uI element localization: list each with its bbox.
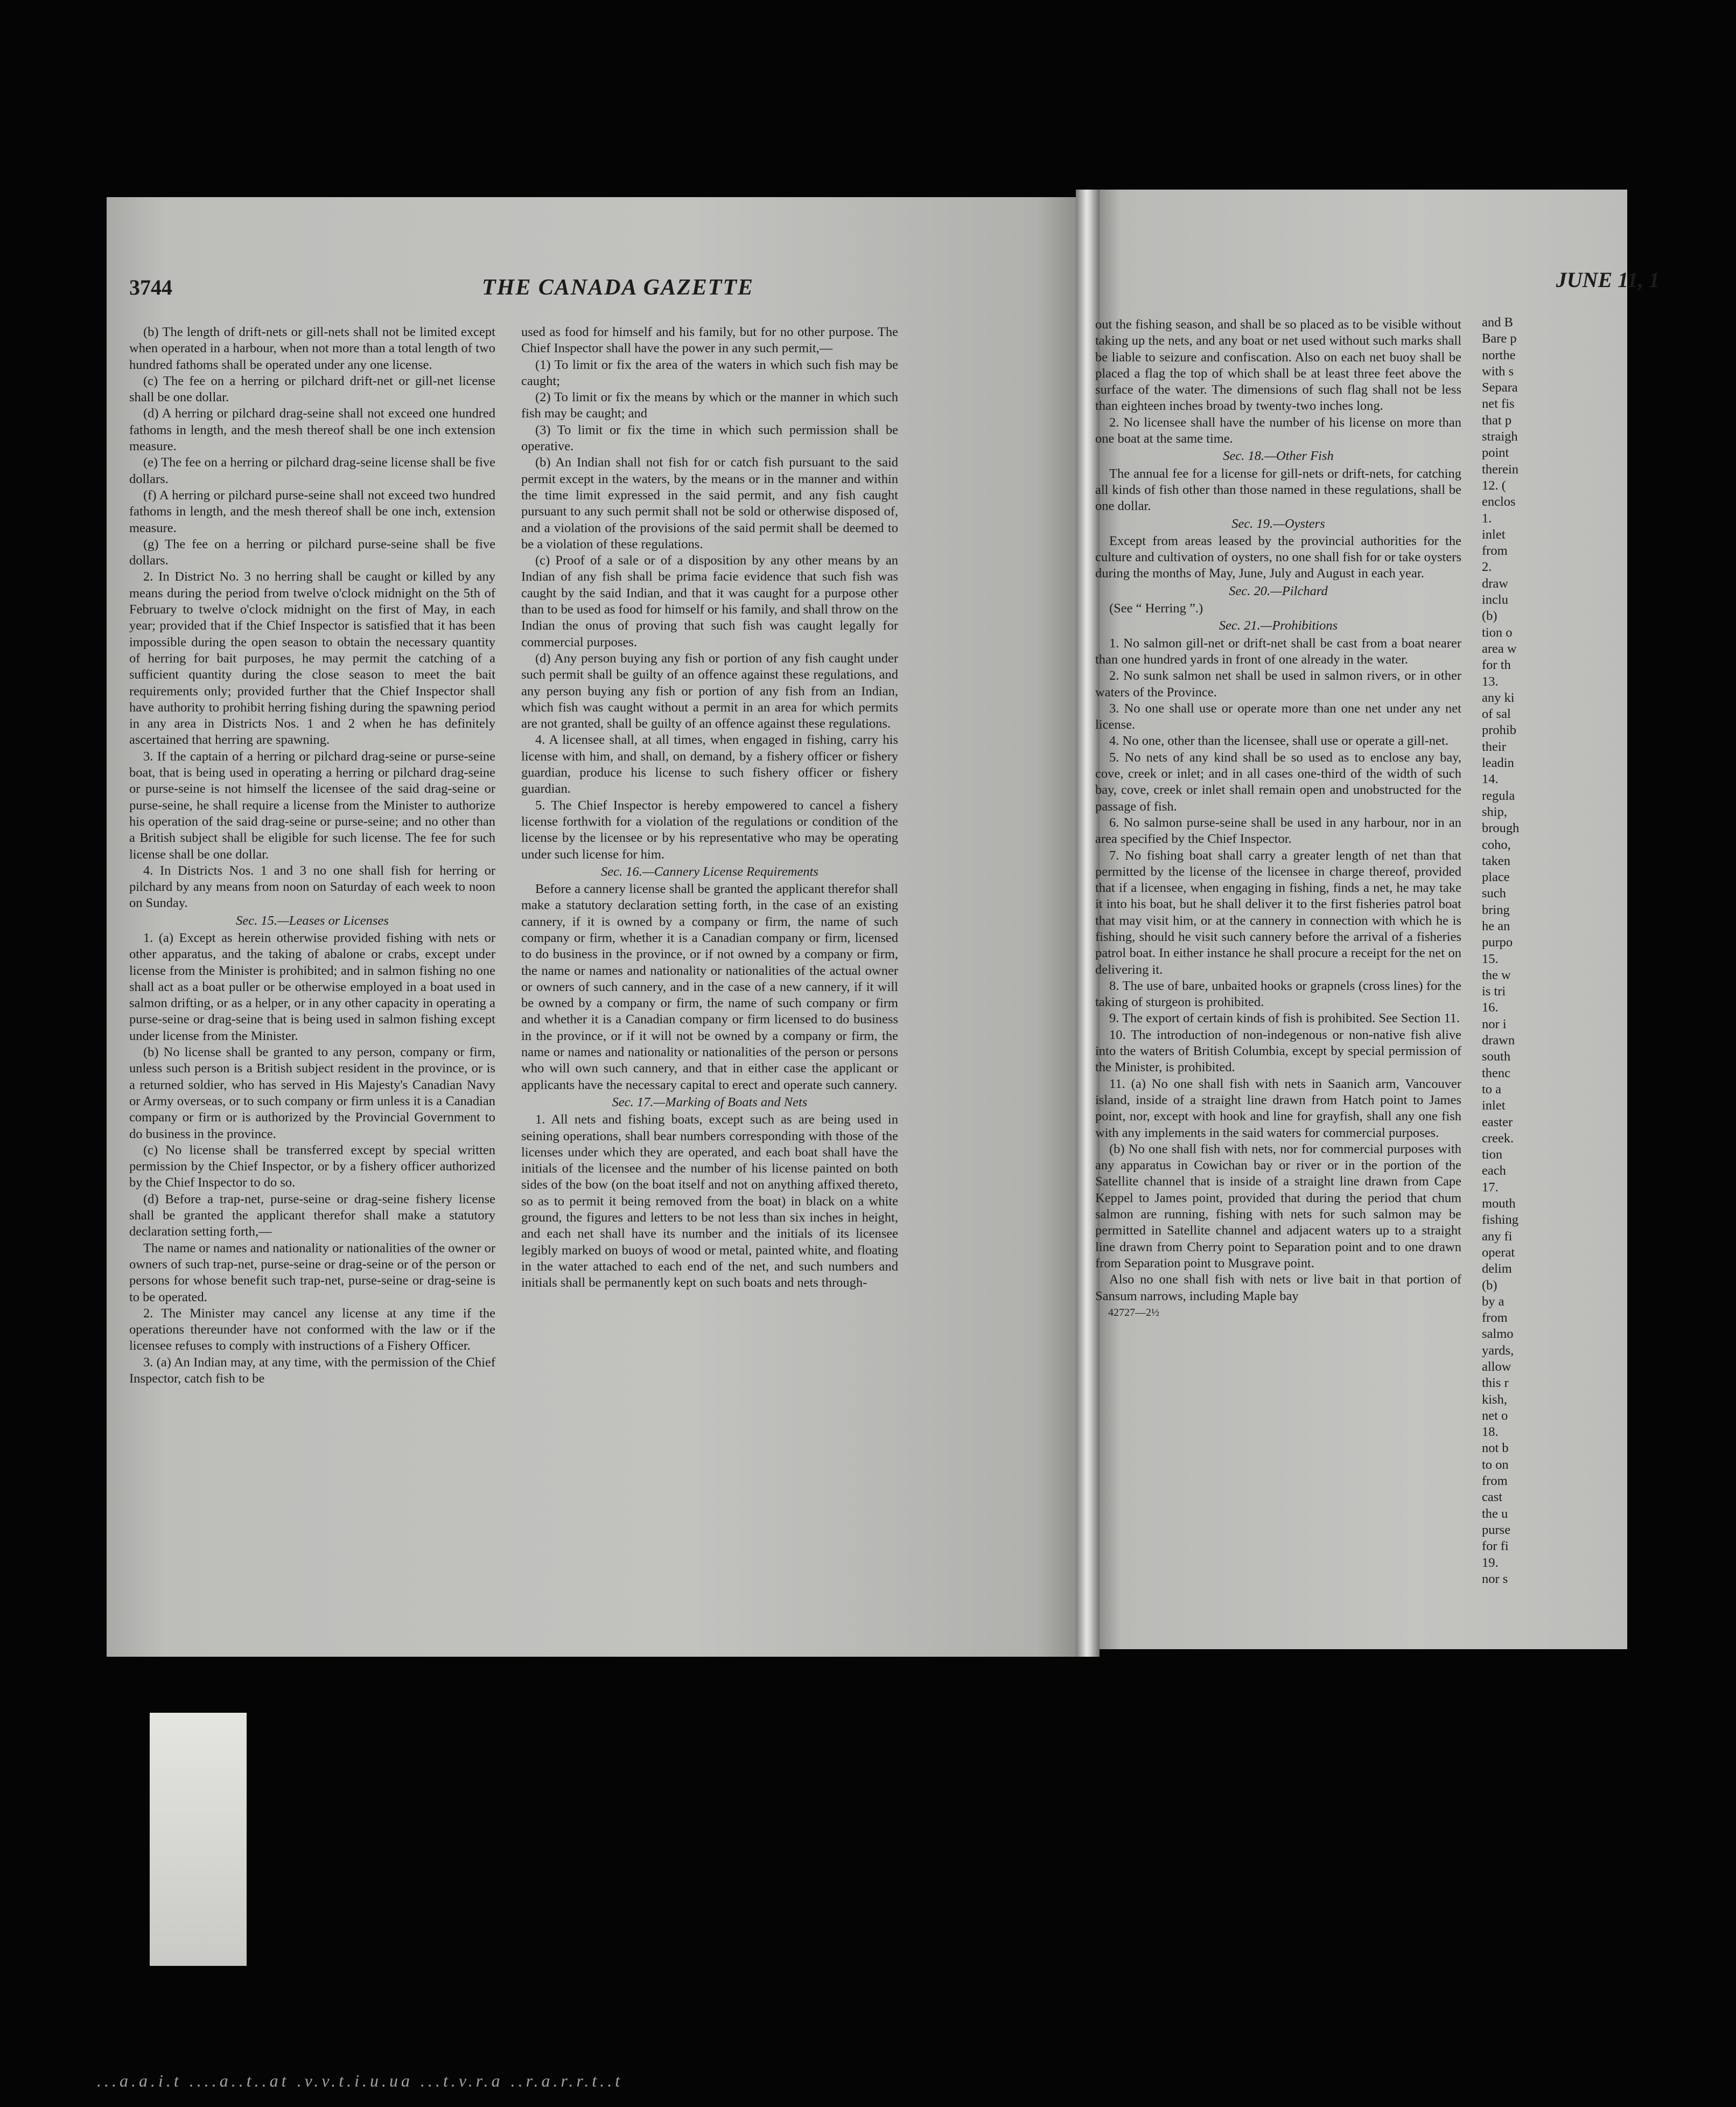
edge-fragment: cast <box>1482 1490 1503 1505</box>
paragraph: 4. In Districts Nos. 1 and 3 no one shall fish for herring or pilchard by any means from noon on Saturday of each week to noon on Sunday. <box>129 863 495 911</box>
edge-fragment: regula <box>1482 788 1515 803</box>
film-slip <box>150 1713 247 1966</box>
paragraph: (c) The fee on a herring or pilchard drift-net or gill-net license shall be one dollar. <box>129 373 495 405</box>
paragraph: (b) The length of drift-nets or gill-nets shall not be limited except when operated in a harbour, when not more than a total length of two hundred fathoms shall be operated under any one license. <box>129 325 495 372</box>
edge-fragment: net o <box>1482 1408 1508 1423</box>
paragraph: 2. No licensee shall have the number of his license on more than one boat at the same time. <box>1095 415 1461 446</box>
edge-fragment: yards, <box>1482 1343 1514 1358</box>
paragraph: (f) A herring or pilchard purse-seine shall not exceed two hundred fathoms in length, and the mesh thereof shall be one inch, extension measure. <box>129 487 495 535</box>
edge-fragment: taken <box>1482 853 1511 868</box>
section-heading: Sec. 16.—Cannery License Requirements <box>601 864 818 879</box>
edge-fragment: and B <box>1482 315 1513 330</box>
edge-fragment: purpo <box>1482 935 1513 950</box>
edge-fragment: area w <box>1482 641 1517 656</box>
paragraph: 4. No one, other than the licensee, shall use or operate a gill-net. <box>1109 734 1448 749</box>
paragraph: 1. No salmon gill-net or drift-net shall be cast from a boat nearer than one hundred yards in front of one already in the water. <box>1095 636 1461 667</box>
column-2 <box>521 324 898 1292</box>
edge-fragment: 15. <box>1482 951 1499 966</box>
edge-fragment: Separa <box>1482 380 1518 395</box>
paragraph: (1) To limit or fix the area of the waters in which such fish may be caught; <box>521 357 898 388</box>
edge-fragment: tion <box>1482 1147 1503 1162</box>
edge-fragment: 13. <box>1482 674 1499 689</box>
column-1 <box>129 324 495 1387</box>
header-date: JUNE 11, 1 <box>1556 268 1660 292</box>
paragraph: 3. If the captain of a herring or pilchard drag-seine or purse-seine boat, that is being used in operating a herring or pilchard drag-seine or purse-seine is not himself the licensee of the said drag-seine or purse-seine, he shall require a license from the Minister to authorize his operation of the said drag-seine or purse-seine; and no other than a British subject shall be eligible for such license. The fee for such license shall be one dollar. <box>129 749 495 862</box>
page-number: 3744 <box>129 275 172 299</box>
paragraph: 6. No salmon purse-seine shall be used in any harbour, nor in an area specified by the Chief Inspector. <box>1095 815 1461 847</box>
edge-fragment: net fis <box>1482 396 1515 411</box>
edge-fragment: that p <box>1482 413 1512 428</box>
paragraph: (d) Any person buying any fish or portion of any fish caught under such permit shall be guilty of an offence against these regulations, and any person buying any fish or portion of any fish from an Indian, which fish was caught without a permit in an area for which permits are not granted, shall be guilty of an offence against these regulations. <box>521 651 898 731</box>
edge-fragment: inlet <box>1482 1098 1506 1113</box>
paragraph: The name or names and nationality or nationalities of the owner or owners of such trap-net, purse-seine or drag-seine or of the person or persons for whose benefit such trap-net, purse-seine or drag-seine is to be operated. <box>129 1240 495 1304</box>
paragraph: 4. A licensee shall, at all times, when engaged in fishing, carry his license with him, and shall, on demand, by a fishery officer or fishery guardian, produce his license to such fishery officer or fishery guardian. <box>521 732 898 797</box>
edge-fragment: 18. <box>1482 1425 1499 1440</box>
edge-fragment: of sal <box>1482 707 1511 722</box>
edge-fragment: prohib <box>1482 723 1516 738</box>
edge-fragment: any ki <box>1482 690 1515 705</box>
edge-fragment: by a <box>1482 1294 1504 1309</box>
edge-fragment: coho, <box>1482 837 1511 852</box>
paragraph: (b) No license shall be granted to any person, company or firm, unless such person is a British subject resident in the province, or is a returned soldier, who has served in His Majesty's Canadian Navy or Army overseas, or to such company or firm unless it is a Canadian company or firm or is authorized by the Provincial Government to do business in the province. <box>129 1045 495 1141</box>
edge-fragment: 1. <box>1482 511 1492 526</box>
paragraph: 2. No sunk salmon net shall be used in salmon rivers, or in other waters of the Province. <box>1095 668 1461 700</box>
paragraph: (e) The fee on a herring or pilchard drag-seine license shall be five dollars. <box>129 455 495 486</box>
edge-fragment: with s <box>1482 364 1514 379</box>
edge-fragment: point <box>1482 445 1509 461</box>
edge-fragment: 12. ( <box>1482 478 1506 493</box>
paragraph: 5. The Chief Inspector is hereby empowered to cancel a fishery license forthwith for a violation of the regulations or condition of the license by the licensee or by his representative who may be operating under such license for him. <box>521 798 898 862</box>
edge-fragment: enclos <box>1482 494 1516 510</box>
edge-fragment: straigh <box>1482 429 1518 444</box>
edge-fragment: for fi <box>1482 1539 1509 1554</box>
edge-fragment: leadin <box>1482 756 1514 771</box>
paragraph: (See “ Herring ”.) <box>1109 601 1203 616</box>
edge-fragment: thenc <box>1482 1065 1511 1080</box>
edge-fragment: Bare p <box>1482 331 1517 346</box>
edge-fragment: their <box>1482 739 1506 754</box>
edge-fragment: purse <box>1482 1522 1511 1537</box>
edge-fragment: drawn <box>1482 1033 1515 1048</box>
edge-fragment: to on <box>1482 1457 1509 1472</box>
edge-fragment: from <box>1482 1474 1508 1489</box>
edge-fragment: the w <box>1482 967 1511 982</box>
edge-fragment: nor i <box>1482 1016 1507 1031</box>
paragraph: 1. (a) Except as herein otherwise provided fishing with nets or other apparatus, and the taking of abalone or crabs, except under license from the Minister is prohibited; and in salmon fishing no one shall act as a boat puller or be otherwise employed in a boat used in salmon drifting, or as a helper, or in any other capacity in operating a purse-seine or drag-seine that is being used in salmon fishing except under license from the Minister. <box>129 930 495 1043</box>
edge-fragment: such <box>1482 886 1506 901</box>
left-page <box>107 197 1076 1657</box>
paragraph: 1. All nets and fishing boats, except such as are being used in seining operations, shall bear numbers corresponding with those of the licenses under which they are operated, and each boat shall have the initials of the licensee and the number of his license painted on both sides of the bow (on the boat itself and not on anything affixed thereto, so as to permit it being removed from the boat) in black on a white ground, the figures and letters to be not less than six inches in height, and each net shall have its number and the initials of its licensee legibly marked on buoys of wood or metal, painted white, and floating in the water attached to each end of the net, and such numbers and initials shall be permanently kept on such boats and nets through- <box>521 1112 898 1290</box>
edge-fragment: 14. <box>1482 772 1499 787</box>
paragraph: (c) Proof of a sale or of a disposition by any other means by an Indian of any fish shall be prima facie evidence that such fish was caught by the said Indian, and that it was caught for a purpose other than to be used as food for himself or his family, and shall throw on the Indian the onus of proving that such fish was caught legally for commercial purposes. <box>521 553 898 650</box>
paragraph: 10. The introduction of non-indegenous or non-native fish alive into the waters of British Columbia, except by special permission of the Minister, is prohibited. <box>1095 1027 1461 1075</box>
edge-fragment: delim <box>1482 1261 1512 1276</box>
page-header <box>129 275 1066 312</box>
section-heading: Sec. 17.—Marking of Boats and Nets <box>612 1094 808 1110</box>
edge-fragment: south <box>1482 1049 1511 1064</box>
paragraph: 3. No one shall use or operate more than one net under any net license. <box>1095 701 1461 732</box>
film-edge-text: ...a.a.i.t ....a..t..at .v.v.t.i.u.ua ...t.v.r.a ..r.a.r.r.t..t <box>97 2071 624 2090</box>
paragraph: 2. The Minister may cancel any license at any time if the operations thereunder have not conformed with the law or if the licensee refuses to comply with instructions of a Fishery Officer. <box>129 1306 495 1353</box>
edge-fragment: the u <box>1482 1506 1508 1521</box>
paragraph: 5. No nets of any kind shall be so used as to enclose any bay, cove, creek or inlet; and in all cases one-third of the width of such bay, cove, creek or inlet shall remain open and unobstructed for the passage of fish. <box>1095 750 1461 814</box>
edge-fragment: from <box>1482 1310 1508 1325</box>
section-heading: Sec. 19.—Oysters <box>1231 516 1325 531</box>
edge-fragment: tion o <box>1482 625 1513 640</box>
edge-fragment: creek. <box>1482 1131 1514 1146</box>
section-heading: Sec. 18.—Other Fish <box>1223 449 1334 464</box>
section-heading: Sec. 21.—Prohibitions <box>1219 618 1338 633</box>
edge-fragment: to a <box>1482 1082 1502 1097</box>
edge-fragment: place <box>1482 870 1510 885</box>
edge-fragment: any fi <box>1482 1229 1513 1244</box>
edge-fragment: for th <box>1482 658 1511 673</box>
edge-fragment: not b <box>1482 1441 1509 1456</box>
right-edge-fragments <box>1482 315 1643 1587</box>
paragraph: (g) The fee on a herring or pilchard purse-seine shall be five dollars. <box>129 536 495 568</box>
paragraph: (d) Before a trap-net, purse-seine or drag-seine fishery license shall be granted the applicant therefor shall make a statutory declaration setting forth,— <box>129 1191 495 1239</box>
edge-fragment: northe <box>1482 347 1516 362</box>
edge-fragment: inclu <box>1482 592 1508 608</box>
edge-fragment: easter <box>1482 1114 1513 1129</box>
edge-fragment: kish, <box>1482 1392 1507 1407</box>
section-heading: Sec. 20.—Pilchard <box>1229 583 1328 598</box>
edge-fragment: therein <box>1482 462 1519 477</box>
paragraph: 11. (a) No one shall fish with nets in Saanich arm, Vancouver island, inside of a straight line drawn from Hatch point to James point, nor, except with hook and line for grayfish, shall any one fish with any implements in the said waters for commercial purposes. <box>1095 1076 1461 1140</box>
paragraph: out the fishing season, and shall be so placed as to be visible without taking up the nets, and any boat or net used without such marks shall be liable to seizure and confiscation. Also on each net buoy shall be placed a flag the top of which shall be at least three feet above the surface of the water. The dimensions of such flag shall not be less than eighteen inches broad by twenty-two inches long. <box>1095 317 1461 414</box>
paragraph: (d) A herring or pilchard drag-seine shall not exceed one hundred fathoms in length, and the mesh thereof shall be one inch extension measure. <box>129 406 495 454</box>
edge-fragment: brough <box>1482 821 1520 836</box>
edge-fragment: 19. <box>1482 1555 1499 1570</box>
page-title: THE CANADA GAZETTE <box>482 275 754 300</box>
edge-fragment: he an <box>1482 918 1510 933</box>
edge-fragment: from <box>1482 543 1508 559</box>
edge-fragment: mouth <box>1482 1196 1516 1211</box>
paragraph: 8. The use of bare, unbaited hooks or grapnels (cross lines) for the taking of sturgeon is prohibited. <box>1095 978 1461 1010</box>
section-heading: Sec. 15.—Leases or Licenses <box>236 913 389 928</box>
paragraph: (3) To limit or fix the time in which such permission shall be operative. <box>521 422 898 454</box>
paragraph: Before a cannery license shall be granted the applicant therefor shall make a statutory declaration setting forth, in the case of an existing cannery, if it is owned by a company or firm, the name of such company or firm, whether it is a Canadian company or firm, licensed to do business in the province, or if not owned by a company or firm, the name or names and nationality or nationalities of the actual owner or owners of such cannery, and in the case of a new cannery, if it will be owned by a company or firm, the name of such company or firm and whether it is a Canadian company or firm licensed to do business in the province, or if it will not be owned by a company or firm, the name or names and nationality or nationalities of the person or persons who will own such cannery, and that in either case the applicant or applicants have the necessary capital to erect and operate such cannery. <box>521 882 898 1092</box>
edge-fragment: draw <box>1482 576 1508 591</box>
edge-fragment: fishing <box>1482 1212 1519 1227</box>
edge-fragment: inlet <box>1482 527 1506 542</box>
edge-fragment: bring <box>1482 902 1510 917</box>
print-code: 42727—2½ <box>1108 1306 1159 1318</box>
paragraph: Also no one shall fish with nets or live bait in that portion of Sansum narrows, including Maple bay <box>1095 1272 1461 1303</box>
edge-fragment: 17. <box>1482 1180 1499 1195</box>
edge-fragment: (b) <box>1482 1278 1497 1293</box>
paragraph: 2. In District No. 3 no herring shall be caught or killed by any means during the period from twelve o'clock midnight on the 5th of February to twelve o'clock midnight on the first of May, in each year; provided that if the Chief Inspector is satisfied that it has been impossible during the open season to obtain the necessary quantity of herring for bait purposes, he may permit the catching of a sufficient quantity during the close season to meet the bait requirements only; provided further that the Chief Inspector shall have authority to prohibit herring fishing during the spawning period in any area in Districts Nos. 1 and 2 when he has definitely ascertained that herring are spawning. <box>129 569 495 748</box>
edge-fragment: allow <box>1482 1359 1511 1374</box>
edge-fragment: this r <box>1482 1376 1509 1391</box>
edge-fragment: ship, <box>1482 804 1507 819</box>
paragraph: Except from areas leased by the provincial authorities for the culture and cultivation of oysters, no one shall fish for or take oysters during the months of May, June, July and August in each year. <box>1095 533 1461 581</box>
paragraph: (b) No one shall fish with nets, nor for commercial purposes with any apparatus in Cowichan bay or river or in the portion of the Satellite channel that is inside of a straight line drawn from Cape Keppel to James point, provided that during the period that chum salmon are running, fishing with nets for such salmon may be permitted in Satellite channel and adjacent waters up to a straight line drawn from Cherry point to Separation point and to one drawn from Separation point to Musgrave point. <box>1095 1141 1461 1271</box>
paragraph: (c) No license shall be transferred except by special written permission by the Chief Inspector, or by a fishery officer authorized by the Chief Inspector to do so. <box>129 1142 495 1190</box>
edge-fragment: is tri <box>1482 984 1506 999</box>
paragraph: used as food for himself and his family, but for no other purpose. The Chief Inspector shall have the power in any such permit,— <box>521 325 898 356</box>
edge-fragment: salmo <box>1482 1327 1514 1342</box>
edge-fragment: 2. <box>1482 560 1492 575</box>
edge-fragment: (b) <box>1482 609 1497 624</box>
right-page <box>1095 190 1660 1649</box>
edge-fragment: each <box>1482 1163 1506 1178</box>
paragraph: 7. No fishing boat shall carry a greater length of net than that permitted by the license of the licensee in charge thereof, provided that if a licensee, when engaging in fishing, finds a net, he may take it into his boat, but he shall deliver it to the first fisheries patrol boat that may visit him, or at the cannery in connection with which he is fishing, should he visit such cannery before the arrival of a fisheries patrol boat. In either instance he shall procure a receipt for the net on delivering it. <box>1095 848 1461 977</box>
edge-fragment: operat <box>1482 1245 1515 1260</box>
paragraph: (2) To limit or fix the means by which or the manner in which such fish may be caught; and <box>521 390 898 421</box>
paragraph: (b) An Indian shall not fish for or catch fish pursuant to the said permit except in the waters, by the means or in the manner and within the time limit expressed in the said permit, and any fish caught pursuant to any such permit shall not be sold or otherwise disposed of, and a violation of the provisions of the said permit shall be deemed to be a violation of these regulations. <box>521 455 898 552</box>
paragraph: 3. (a) An Indian may, at any time, with the permission of the Chief Inspector, catch fish to be <box>129 1355 495 1386</box>
column-3 <box>1095 317 1461 1321</box>
edge-fragment: nor s <box>1482 1571 1508 1586</box>
paragraph: The annual fee for a license for gill-nets or drift-nets, for catching all kinds of fish other than those named in these regulations, shall be one dollar. <box>1095 466 1461 514</box>
paragraph: 9. The export of certain kinds of fish is prohibited. See Section 11. <box>1109 1011 1460 1026</box>
edge-fragment: 16. <box>1482 1000 1499 1015</box>
